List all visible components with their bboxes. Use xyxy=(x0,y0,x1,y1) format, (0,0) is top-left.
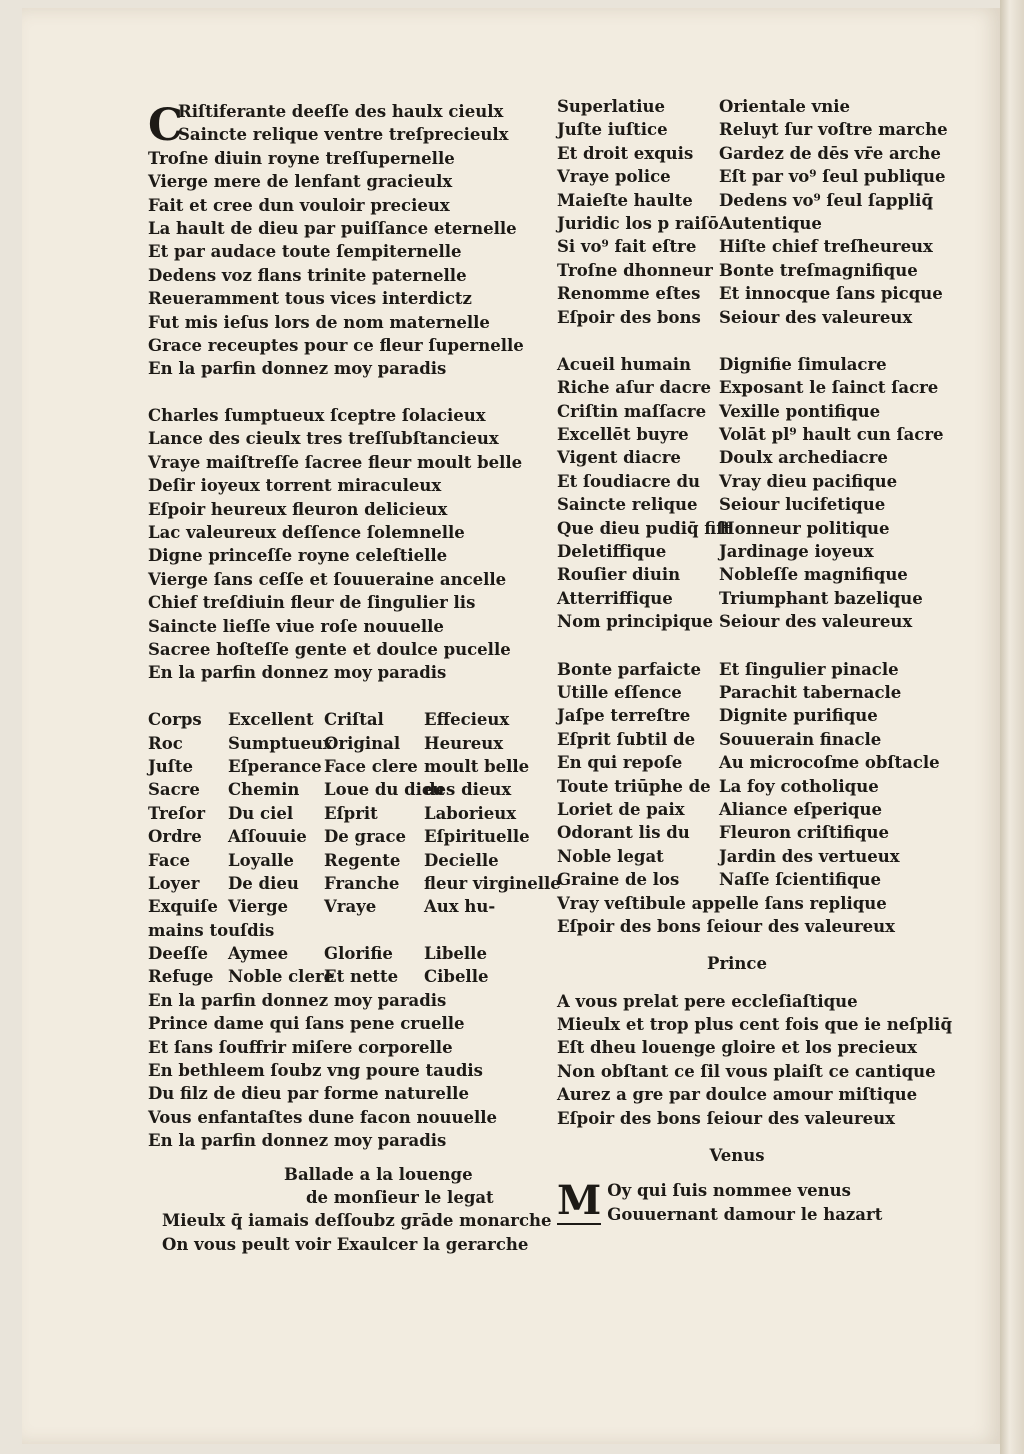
envoi xyxy=(148,1012,538,1152)
verse-line: Troſne dhonneur Bonte treſmagnifique xyxy=(557,260,918,280)
verse-line: Non obſtant ce ſil vous plaiſt ce cantique xyxy=(557,1061,936,1081)
verse-line: Et ſans ſouffrir miſere corporelle xyxy=(148,1037,453,1057)
venus-heading: Venus xyxy=(709,1146,765,1166)
verse-line: Dedens voz flans trinite paternelle xyxy=(148,265,467,285)
verse-line: Fait et cree dun vouloir precieux xyxy=(148,195,450,215)
verse-line: Vous enfantaſtes dune facon nouuelle xyxy=(148,1107,498,1127)
prince-heading: Prince xyxy=(707,954,767,974)
verse-line: Vigent diacre Doulx archediacre xyxy=(557,448,888,468)
verse-line: En bethleem ſoubz vng poure taudis xyxy=(148,1061,483,1081)
verse-line: Juridic los p raiſō Autentique xyxy=(557,213,822,233)
ballade-title: Ballade a la louenge xyxy=(284,1164,473,1184)
page-gutter xyxy=(1000,0,1024,1454)
verse-line: Et par audace toute ſempiternelle xyxy=(148,242,462,262)
verse-line: Corps Excellent Criſtal Effecieux xyxy=(148,710,510,730)
verse-line: Et droit exquis Gardez de dēs vr̄e arche xyxy=(557,143,941,163)
verse-line: Refuge Noble clere Et nette Cibelle xyxy=(148,967,489,987)
verse-line: Que dieu pudiq̄ fiſt Honneur politique xyxy=(557,518,890,538)
verse-line: En la parfin donnez moy paradis xyxy=(148,1131,447,1151)
verse-line: Saincte relique ventre treſprecieulx xyxy=(178,125,509,145)
verse-line: On vous peult voir Exaulcer la gerarche xyxy=(162,1234,529,1254)
verse-line: Charles ſumptueux ſceptre ſolacieux xyxy=(148,406,486,426)
verse-line: Maieſte haulte Dedens vo⁹ ſeul ſappliq̄ xyxy=(557,190,933,210)
verse-line: Prince dame qui ſans pene cruelle xyxy=(148,1014,465,1034)
verse-line: Utille eſſence Parachit tabernacle xyxy=(557,682,902,702)
initial-letter-c: C xyxy=(148,100,184,151)
verse-line: Bonte parfaicte Et ſingulier pinacle xyxy=(557,659,899,679)
verse-line: Eſpoir des bons ſeiour des valeureux xyxy=(557,1108,896,1128)
ballade-subtitle: de monſieur le legat xyxy=(306,1187,494,1207)
verse-line: Grace receuptes pour ce fleur ſupernelle xyxy=(148,335,524,355)
stanza-3 xyxy=(148,708,561,1012)
verse-line: Eſt dheu louenge gloire et los precieux xyxy=(557,1038,917,1058)
verse-line: Rouſier diuin Nobleſſe magnifique xyxy=(557,565,908,585)
verse-line: Saincte lieſſe viue roſe nouuelle xyxy=(148,616,444,636)
verse-line: Superlatiue Orientale vnie xyxy=(557,97,851,116)
stanza-3-right xyxy=(557,658,952,939)
verse-line: A vous prelat pere eccleſiaſtique xyxy=(557,991,858,1011)
verse-line: Deſir ioyeux torrent miraculeux xyxy=(148,476,442,496)
verse-line: Nom principique Seiour des valeureux xyxy=(557,612,913,632)
verse-line: Vierge mere de lenfant gracieulx xyxy=(148,172,453,192)
verse-line: Mieulx q̄ iamais deſſoubz grāde monarche xyxy=(162,1211,552,1231)
stanza-2-right xyxy=(557,353,952,634)
stanza-1-right xyxy=(557,95,952,329)
verse-line: Loyer De dieu Franche fleur virginelle xyxy=(148,873,561,893)
prince-envoi xyxy=(557,990,952,1130)
verse-line: mains touſdis xyxy=(148,920,275,940)
verse-line: En la parfin donnez moy paradis xyxy=(148,663,447,683)
initial-letter-m: M xyxy=(557,1177,602,1225)
verse-line: Roc Sumptueux Original Heureux xyxy=(148,733,504,753)
verse-line: Vray veſtibule appelle ſans replique xyxy=(557,893,887,913)
verse-line: Riſtiferante deeſſe des haulx cieulx xyxy=(178,102,504,121)
stanza-2 xyxy=(148,404,538,685)
verse-line: Riche aſur dacre Exposant le ſainct ſacre xyxy=(557,378,939,398)
ballade-opening xyxy=(148,1209,552,1256)
verse-line: Juſte Eſperance Face clere moult belle xyxy=(148,756,530,776)
verse-line: Vierge ſans ceſſe et ſouueraine ancelle xyxy=(148,569,507,589)
verse-line: Criſtin maſſacre Vexille pontifique xyxy=(557,401,881,421)
verse-line: Graine de los Naſſe ſcientifique xyxy=(557,870,882,890)
verse-line: Fut mis ieſus lors de nom maternelle xyxy=(148,312,490,332)
verse-line: Excellēt buyre Volāt pl⁹ hault cun ſacre xyxy=(557,425,944,445)
verse-line: Deletiffique Jardinage ioyeux xyxy=(557,542,874,562)
verse-line: Atterriffique Triumphant bazelique xyxy=(557,588,923,608)
verse-line: En la parfin donnez moy paradis xyxy=(148,990,447,1010)
verse-line: En la parfin donnez moy paradis xyxy=(148,359,447,379)
verse-line: Sacree hoſteſſe gente et doulce pucelle xyxy=(148,639,511,659)
verse-line: Gouuernant damour le hazart xyxy=(607,1204,883,1224)
verse-line: Lance des cieulx tres treſſubſtancieux xyxy=(148,429,499,449)
verse-line: Eſpoir des bons Seiour des valeureux xyxy=(557,307,913,327)
verse-line: Renomme eſtes Et innocque ſans picque xyxy=(557,284,943,304)
verse-line: Vraye police Eſt par vo⁹ ſeul publique xyxy=(557,167,946,187)
verse-line: Chief treſdiuin fleur de ſingulier lis xyxy=(148,593,476,613)
verse-line: Exquiſe Vierge Vraye Aux hu- xyxy=(148,897,496,917)
verse-line: Et ſoudiacre du Vray dieu pacifique xyxy=(557,471,898,491)
ballade-heading xyxy=(148,1163,538,1210)
verse-line: Ordre Aſſouuie De grace Eſpirituelle xyxy=(148,827,530,847)
left-column xyxy=(148,100,561,1256)
verse-line: La hault de dieu par puiſſance eternelle xyxy=(148,218,517,238)
stanza-1 xyxy=(148,100,538,381)
verse-line: Acueil humain Dignifie ſimulacre xyxy=(557,354,887,374)
verse-line: Sacre Chemin Loue du dieu des dieux xyxy=(148,780,512,800)
verse-line: Eſprit ſubtil de Souuerain finacle xyxy=(557,729,882,749)
verse-line: Eſpoir heureux fleuron delicieux xyxy=(148,499,448,519)
verse-line: Noble legat Jardin des vertueux xyxy=(557,846,900,866)
right-column xyxy=(557,95,952,1226)
verse-line: Saincte relique Seiour lucifetique xyxy=(557,495,886,515)
verse-line: Du filz de dieu par forme naturelle xyxy=(148,1084,469,1104)
verse-line: Odorant lis du Fleuron criſtifique xyxy=(557,823,889,843)
verse-line: Deeſſe Aymee Glorifie Libelle xyxy=(148,944,487,964)
verse-line: Si vo⁹ fait eſtre Hiſte chief treſheureux xyxy=(557,237,933,257)
verse-line: Mieulx et trop plus cent fois que ie neſpliq̄ xyxy=(557,1015,952,1035)
verse-line: Loriet de paix Aliance eſperique xyxy=(557,799,882,819)
verse-line: Face Loyalle Regente Decielle xyxy=(148,850,499,870)
verse-line: Digne princeſſe royne celeſtielle xyxy=(148,546,448,566)
verse-line: Eſpoir des bons ſeiour des valeureux xyxy=(557,916,896,936)
verse-line: Lac valeureux deſſence ſolemnelle xyxy=(148,523,465,543)
venus-opening xyxy=(557,1179,952,1226)
verse-line: Toute triūphe de La foy cotholique xyxy=(557,776,879,796)
verse-line: Jaſpe terreſtre Dignite purifique xyxy=(557,706,878,726)
verse-line: Reueramment tous vices interdictz xyxy=(148,289,472,309)
verse-line: Oy qui ſuis nommee venus xyxy=(607,1181,851,1201)
verse-line: Aurez a gre par doulce amour miſtique xyxy=(557,1085,918,1105)
verse-line: En qui repoſe Au microcoſme obſtacle xyxy=(557,753,940,773)
verse-line: Treſor Du ciel Eſprit Laborieux xyxy=(148,803,517,823)
verse-line: Juſte iuſtice Reluyt ſur voſtre marche xyxy=(557,120,948,140)
verse-line: Troſne diuin royne treſſupernelle xyxy=(148,148,455,168)
verse-line: Vraye maiſtreſſe ſacree fleur moult belle xyxy=(148,452,523,472)
